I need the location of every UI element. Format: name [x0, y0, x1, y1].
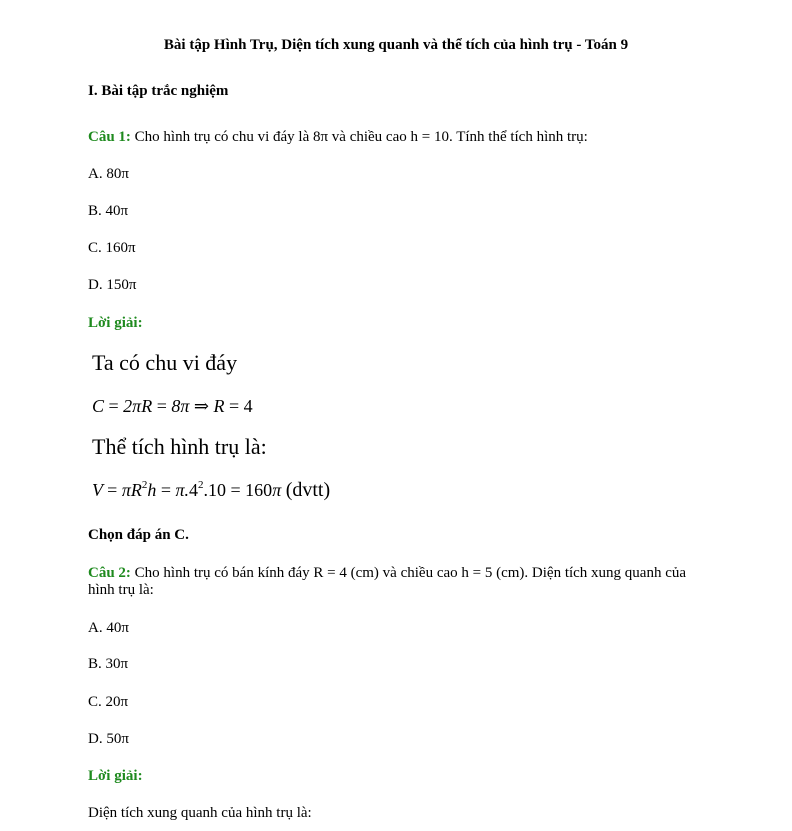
question-1-text: Cho hình trụ có chu vi đáy là 8π và chiều cao h = 10. Tính thể tích hình trụ:: [130, 129, 588, 145]
question-1-option-a: A. 80π: [88, 166, 129, 182]
question-1-option-b: B. 40π: [88, 203, 129, 219]
question-2: [88, 565, 713, 599]
question-1-solution-line-1: Ta có chu vi đáy: [92, 350, 238, 375]
question-1-answer: Chọn đáp án C.: [88, 527, 189, 543]
section-heading: I. Bài tập trắc nghiệm: [88, 83, 229, 99]
question-2-option-d: D. 50π: [88, 731, 129, 747]
question-2-solution-line-1: Diện tích xung quanh của hình trụ là:: [88, 805, 312, 821]
question-2-option-c: C. 20π: [88, 694, 129, 710]
question-1-formula-volume: $V = \pi R^2h = \pi.4^2.10 = 160\pi$ (dvtt): [92, 479, 331, 501]
question-1-formula-circumference: C = 2πR = 8π ⇒ R = 4: [92, 396, 253, 416]
question-2-label: Câu 2:: [88, 565, 131, 581]
document-title: Bài tập Hình Trụ, Diện tích xung quanh và thể tích của hình trụ - Toán 9: [163, 37, 629, 53]
question-2-option-b: B. 30π: [88, 656, 129, 672]
question-2-text: Cho hình trụ có bán kính đáy R = 4 (cm) và chiều cao h = 5 (cm). Diện tích xung quanh của hình trụ là:: [88, 565, 687, 598]
question-1: [88, 129, 713, 146]
question-1-solution-line-3: Thể tích hình trụ là:: [92, 434, 267, 459]
question-2-solution-label: Lời giải:: [88, 768, 143, 784]
question-1-option-c: C. 160π: [88, 240, 136, 256]
question-2-option-a: A. 40π: [88, 620, 129, 636]
question-1-option-d: D. 150π: [88, 277, 137, 293]
question-1-solution-label: Lời giải:: [88, 315, 143, 331]
question-1-label: Câu 1:: [88, 129, 131, 145]
